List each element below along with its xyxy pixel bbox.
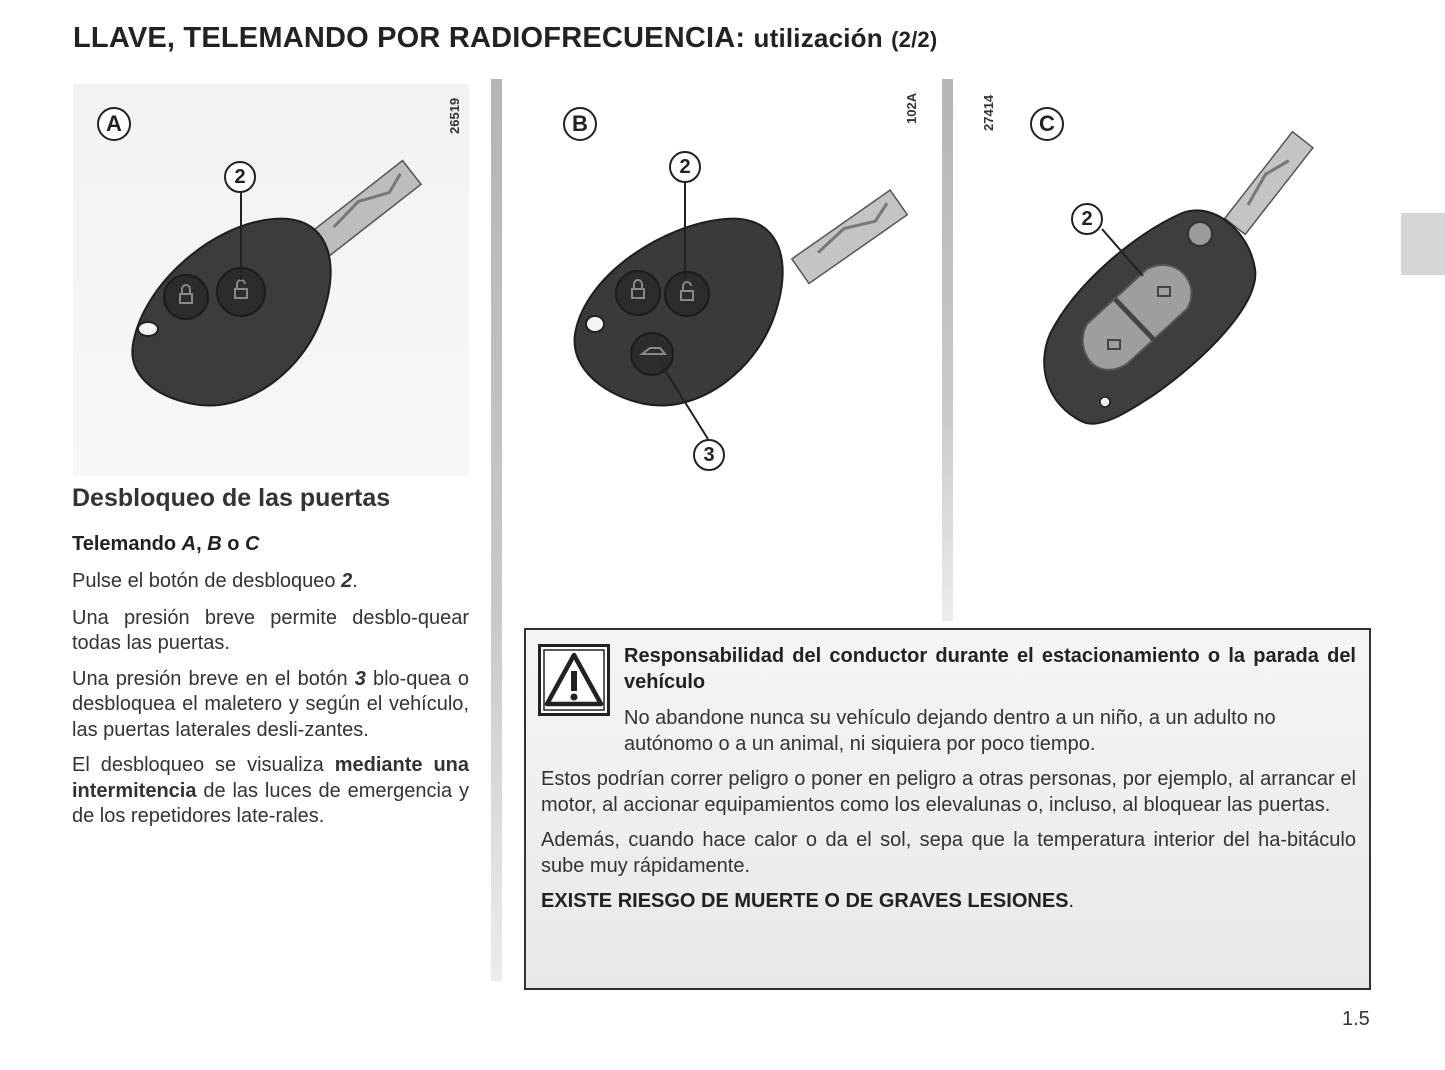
callout-2-c: 2 <box>1071 203 1103 235</box>
subheading-c: C <box>245 533 260 555</box>
figure-letter-a: A <box>97 107 131 141</box>
callout-3-b: 3 <box>693 439 725 471</box>
remote-subheading <box>72 533 469 556</box>
warning-paragraph-3: Además, cuando hace calor o da el sol, sepa que la temperatura interior del ha-bitáculo sube muy rápidamente. <box>541 829 1356 877</box>
column-divider-right <box>942 79 953 621</box>
subheading-prefix: Telemando <box>72 533 182 555</box>
paragraph-4 <box>72 753 469 830</box>
figure-a <box>73 84 469 476</box>
subheading-o: o <box>221 533 246 555</box>
p1-text: Pulse el botón de desbloqueo <box>72 570 342 592</box>
warning-heading: Responsabilidad del conductor durante el estacionamiento o la parada del vehículo <box>624 645 1356 693</box>
key-fob-c-illustration <box>965 84 1345 476</box>
page-title <box>73 22 937 55</box>
figure-code-b: 102A <box>904 92 919 124</box>
paragraph-1 <box>72 569 469 595</box>
callout-2-b: 2 <box>669 151 701 183</box>
title-page-fraction: (2/2) <box>891 27 938 52</box>
p4-start: El desbloqueo se visualiza <box>72 754 335 776</box>
warning-body <box>541 767 1356 925</box>
figure-code-c: 27414 <box>981 94 996 131</box>
p3-end: blo-quea o desbloquea el maletero y según el vehículo, las puertas laterales desli-zantes. <box>72 667 470 741</box>
subheading-a: A <box>181 533 197 555</box>
risk-bold: EXISTE RIESGO DE MUERTE O DE GRAVES LESIONES <box>541 890 1069 912</box>
page-number: 1.5 <box>1342 1008 1370 1030</box>
section-heading: Desbloqueo de las puertas <box>72 484 391 512</box>
key-fob-a-illustration <box>73 84 469 476</box>
figure-c <box>965 84 1345 476</box>
warning-paragraph-1: No abandone nunca su vehículo dejando dentro a un niño, a un adulto no autónomo o a un animal, ni siquiera por poco tiempo. <box>624 707 1276 755</box>
p4-bold: mediante una intermitencia <box>72 754 469 802</box>
p4-end: de las luces de emergencia y de los repetidores late-rales. <box>72 779 469 827</box>
subheading-b: B <box>207 533 222 555</box>
title-sub: utilización <box>753 23 883 53</box>
p3-ref: 3 <box>354 667 366 690</box>
p1-ref: 2 <box>341 570 353 592</box>
callout-2-a: 2 <box>224 161 256 193</box>
column-divider-left <box>491 79 502 981</box>
warning-box <box>524 628 1371 990</box>
figure-letter-b: B <box>563 107 597 141</box>
title-main: LLAVE, TELEMANDO POR RADIOFRECUENCIA: <box>73 22 746 54</box>
warning-triangle-icon <box>538 644 610 721</box>
subheading-comma: , <box>196 533 208 555</box>
figure-b <box>515 84 927 476</box>
key-fob-b-illustration <box>515 84 927 476</box>
figure-letter-c: C <box>1030 107 1064 141</box>
warning-paragraph-2: Estos podrían correr peligro o poner en peligro a otras personas, por ejemplo, al arrancar el motor, al accionar equipamientos como los elevalunas o, incluso, al bloquear las puertas. <box>541 768 1356 816</box>
chapter-tab <box>1401 213 1445 275</box>
paragraph-3 <box>72 667 469 744</box>
p3-start: Una presión breve en el botón <box>72 667 355 690</box>
unlock-doors-section <box>72 484 469 840</box>
risk-end: . <box>1068 890 1075 912</box>
p1-end: . <box>352 570 358 592</box>
figure-code-a: 26519 <box>447 97 462 134</box>
paragraph-2: Una presión breve permite desblo-quear todas las puertas. <box>72 606 469 654</box>
warning-risk-line <box>541 889 1356 915</box>
